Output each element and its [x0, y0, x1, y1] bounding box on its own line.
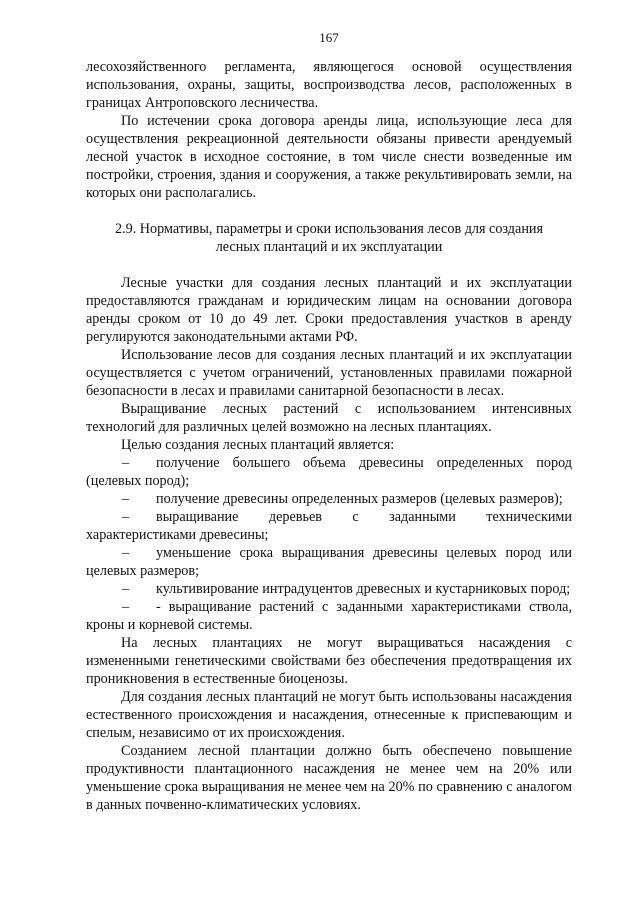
paragraph-restrictions: Использование лесов для создания лесных плантаций и их эксплуатации осуществляется с учетом ограничений, установленных правилами пожарной безопасности в лесах и правилами санитарной безопасности в лесах. — [86, 347, 572, 399]
list-dash: – — [122, 545, 130, 561]
paragraph-lease-terms: Лесные участки для создания лесных плантаций и их эксплуатации предоставляются гражданам и юридическим лицам на основании договора аренды сроком от 10 до 49 лет. Сроки предоставления участков в аренду регулируются законодательными актами РФ. — [86, 275, 572, 345]
section-title-line-2: лесных плантаций и их эксплуатации — [215, 239, 443, 255]
list-item-text: - выращивание растений с заданными характеристиками ствола, кроны и корневой системы. — [86, 599, 572, 633]
list-item — [86, 544, 572, 580]
list-dash: – — [122, 581, 130, 597]
paragraph-intensive-growing: Выращивание лесных растений с использованием интенсивных технологий для различных целей возможно на лесных плантациях. — [86, 401, 572, 435]
paragraph-lease-expiry: По истечении срока договора аренды лица, использующие леса для осуществления рекреационной деятельности обязаны привести арендуемый лесной участок в исходное состояние, в том числе снести возведенные им постройки, строения, здания и сооружения, а также рекультивировать земли, на которых они располагались. — [86, 113, 572, 201]
list-item-text: уменьшение срока выращивания древесины целевых пород или целевых размеров; — [86, 545, 572, 579]
paragraph-productivity: Созданием лесной плантации должно быть обеспечено повышение продуктивности плантационного насаждения не менее чем на 20% или уменьшение срока выращивания не менее чем на 20% по сравнению с аналогом в данных почвенно-климатических условиях. — [86, 743, 572, 813]
section-title-line-1: 2.9. Нормативы, параметры и сроки использования лесов для создания — [114, 221, 544, 237]
paragraph-genetic-modification: На лесных плантациях не могут выращиваться насаждения с измененными генетическими свойствами без обеспечения предотвращения их проникновения в естественные биоценозы. — [86, 635, 572, 687]
document-page — [86, 30, 572, 814]
list-item — [86, 508, 572, 544]
list-item-text: выращивание деревьев с заданными техническими характеристиками древесины; — [86, 509, 572, 543]
paragraph-goal-intro: Целью создания лесных плантаций является: — [121, 437, 395, 453]
list-item — [86, 454, 572, 490]
paragraph-natural-stands: Для создания лесных плантаций не могут быть использованы насаждения естественного происхождения и насаждения, отнесенные к приспевающим и спелым, независимо от их происхождения. — [86, 689, 572, 741]
list-dash: – — [122, 455, 130, 471]
list-item — [86, 490, 572, 508]
paragraph-continuation: лесохозяйственного регламента, являющегося основой осуществления использования, охраны, защиты, воспроизводства лесов, расположенных в границах Антроповского лесничества. — [86, 59, 572, 111]
list-item-text: культивирование интрадуцентов древесных и кустарниковых пород; — [156, 581, 571, 597]
list-dash: – — [122, 491, 130, 507]
section-title — [86, 220, 572, 256]
page-number: 167 — [319, 30, 339, 45]
list-item-text: получение древесины определенных размеров (целевых размеров); — [156, 491, 563, 507]
list-item — [86, 598, 572, 634]
list-dash: – — [122, 509, 130, 525]
list-item — [86, 580, 572, 598]
list-dash: – — [122, 599, 130, 615]
list-item-text: получение большего объема древесины определенных пород (целевых пород); — [86, 455, 572, 489]
